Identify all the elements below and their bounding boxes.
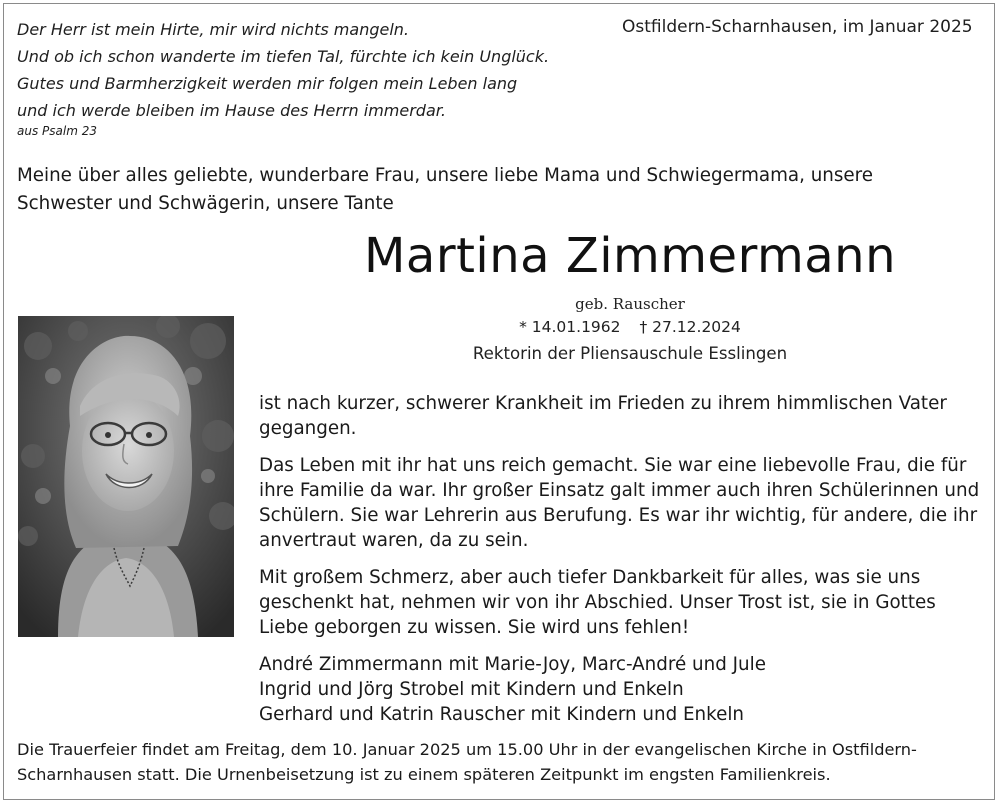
psalm-line: Und ob ich schon wanderte im tiefen Tal, fürchte ich kein Unglück. [17, 47, 550, 66]
psalm-quote [17, 16, 597, 124]
deceased-name: Martina Zimmermann [364, 228, 896, 284]
paragraph-farewell: Mit großem Schmerz, aber auch tiefer Dankbarkeit für alles, was sie uns geschenkt hat, nehmen wir von ihr Abschied. Unser Trost ist, sie in Gottes Liebe geborgen zu wissen. Sie wird uns fehlen! [259, 567, 936, 638]
place-date: Ostfildern-Scharnhausen, im Januar 2025 [622, 17, 973, 37]
mourner-line: Gerhard und Katrin Rauscher mit Kindern und Enkeln [259, 704, 744, 725]
maiden-name: geb. Rauscher [575, 295, 685, 313]
psalm-line: Der Herr ist mein Hirte, mir wird nichts mangeln. [17, 20, 409, 39]
psalm-source: aus Psalm 23 [17, 124, 97, 138]
psalm-line: und ich werde bleiben im Hause des Herrn immerdar. [17, 101, 446, 120]
intro-line: Schwester und Schwägerin, unsere Tante [17, 193, 394, 214]
intro-text [17, 162, 977, 218]
paragraph-passing: ist nach kurzer, schwerer Krankheit im Frieden zu ihrem himmlischen Vater gegangen. [259, 393, 947, 439]
life-dates [430, 318, 830, 336]
deceased-role: Rektorin der Pliensauschule Esslingen [472, 344, 788, 363]
funeral-info: Die Trauerfeier findet am Freitag, dem 10. Januar 2025 um 15.00 Uhr in der evangelischen Kirche in Ostfildern-Scharnhausen statt. Die Urnenbeisetzung ist zu einem späteren Zeitpunkt im engsten Familienkreis. [17, 740, 917, 784]
portrait-photo [18, 316, 234, 637]
mourner-line: André Zimmermann mit Marie-Joy, Marc-André und Jule [259, 654, 766, 675]
mourners-list [259, 652, 989, 727]
psalm-line: Gutes und Barmherzigkeit werden mir folgen mein Leben lang [17, 74, 518, 93]
death-date: † 27.12.2024 [639, 318, 741, 336]
paragraph-life: Das Leben mit ihr hat uns reich gemacht. Sie war eine liebevolle Frau, die für ihre Familie da war. Ihr großer Einsatz galt immer auch ihren Schülerinnen und Schülern. Sie war Lehrerin aus Berufung. Es war ihr wichtig, für andere, die ihr anvertraut waren, da zu sein. [259, 455, 980, 551]
birth-date: * 14.01.1962 [519, 318, 621, 336]
mourner-line: Ingrid und Jörg Strobel mit Kindern und Enkeln [259, 679, 684, 700]
portrait-image [18, 316, 234, 637]
intro-line: Meine über alles geliebte, wunderbare Frau, unsere liebe Mama und Schwiegermama, unsere [17, 165, 874, 186]
